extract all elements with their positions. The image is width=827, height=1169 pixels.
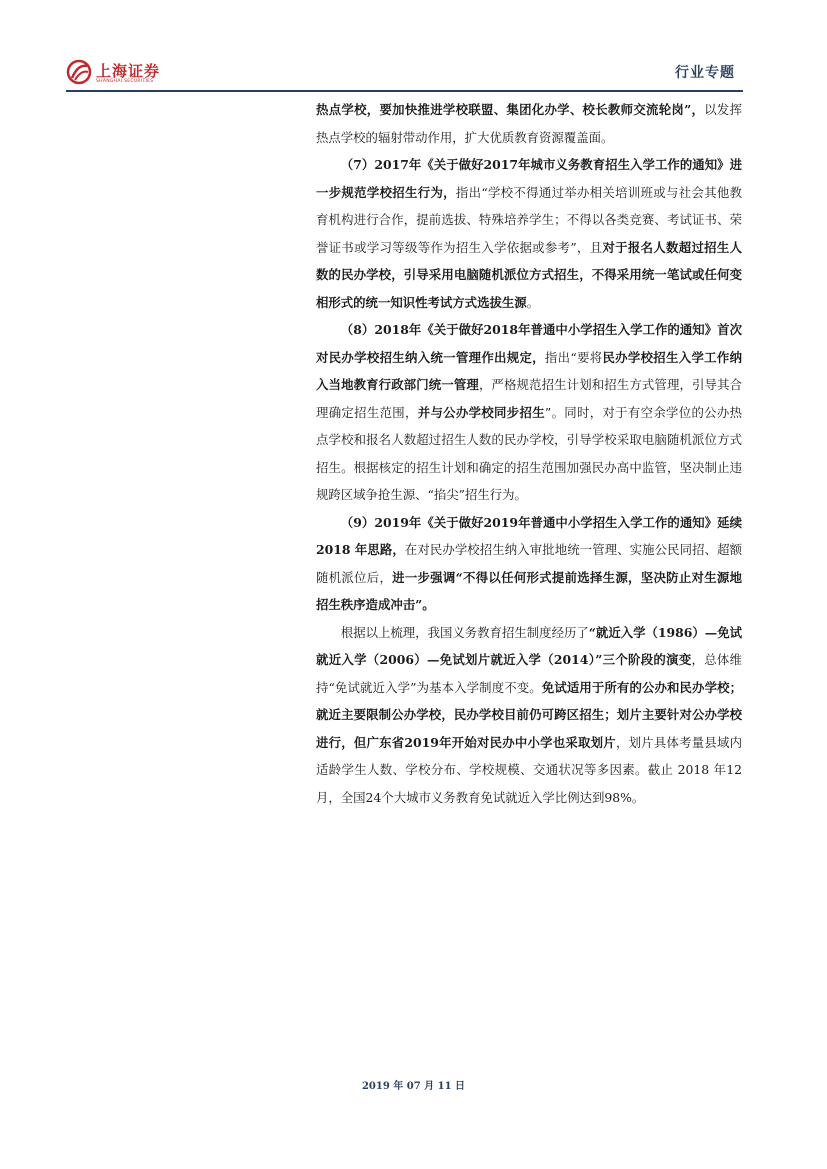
section-title: 行业专题 [675, 65, 735, 81]
body-paragraph [316, 509, 742, 619]
bold-text-run: 对于报名人数超过招生人数的民办学校，引导采用电脑随机派位方式招生，不得采用统一笔试或任何变相形式的统一知识性考试方式选拔生源 [316, 239, 742, 310]
body-paragraph [316, 151, 742, 316]
text-run: 指出“学校不得通过举办相关培训班或与社会其他教育机构进行合作，提前选拔、特殊培养学生；不得以各类竞赛、考试证书、荣誉证书或学习等级等作为招生入学依据或参考”，且 [316, 184, 742, 255]
bold-text-run: （9）2019年《关于做好2019年普通中小学招生入学工作的通知》延续 2018 年思路， [316, 514, 742, 557]
bold-text-run: 并与公办学校同步招生 [417, 404, 545, 420]
logo-emblem-icon [66, 58, 92, 86]
text-run: 以发挥热点学校的辐射带动作用，扩大优质教育资源覆盖面。 [316, 102, 742, 145]
logo-text: 上海证券 [96, 62, 161, 80]
footer-date: 2019 年 07 月 11 日 [361, 1081, 466, 1092]
bold-text-run: 免试适用于所有的公办和民办学校；就近主要限制公办学校，民办学校目前仍可跨区招生；划片主要针对公办学校进行，但广东省2019年开始对民办中小学也采取划片 [316, 679, 743, 750]
bold-text-run: “就近入学（1986）—免试就近入学（2006）—免试划片就近入学（2014）”三个阶段的演变 [316, 624, 742, 667]
bold-text-run: 民办学校招生入学工作纳入当地教育行政部门统一管理 [316, 349, 742, 392]
text-run: 指出“要将 [544, 349, 603, 365]
text-run: ，总体维持“免试就近入学”为基本入学制度不变。 [316, 652, 742, 695]
document-body [316, 96, 742, 811]
body-paragraph [316, 96, 742, 151]
bold-text-run: 进一步强调“不得以任何形式提前选择生源，坚决防止对生源地招生秩序造成冲击”。 [316, 569, 742, 612]
logo-subtext: SHANGHAI SECURITIES [96, 79, 154, 84]
text-run: ”。同时，对于有空余学位的公办热点学校和报名人数超过招生人数的民办学校，引导学校采取电脑随机派位方式招生。根据核定的招生计划和确定的招生范围加强民办高中监管，坚决制止违规跨区域争抢生源、“掐尖”招生行为。 [316, 404, 743, 502]
bold-text-run: 热点学校，要加快推进学校联盟、集团化办学、校长教师交流轮岗”， [316, 102, 705, 117]
text-run: 。 [526, 294, 540, 310]
text-run: 根据以上梳理，我国义务教育招生制度经历了 [340, 624, 589, 640]
text-run: ，划片具体考量县域内适龄学生人数、学校分布、学校规模、交通状况等多因素。截止 2018 年12月，全国24个大城市义务教育免试就近入学比例达到98%。 [316, 734, 742, 805]
text-run: 在对民办学校招生纳入审批地统一管理、实施公民同招、超额随机派位后， [316, 542, 742, 585]
company-logo [66, 58, 176, 88]
text-run: ，严格规范招生计划和招生方式管理，引导其合理确定招生范围， [316, 377, 743, 420]
body-paragraph [316, 619, 742, 812]
page-header [66, 56, 743, 92]
body-paragraph [316, 316, 742, 509]
bold-text-run: （7）2017年《关于做好2017年城市义务教育招生入学工作的通知》进一步规范学校招生行为， [316, 157, 742, 200]
bold-text-run: （8）2018年《关于做好2018年普通中小学招生入学工作的通知》首次对民办学校招生纳入统一管理作出规定， [316, 322, 742, 365]
header-divider [66, 90, 743, 92]
